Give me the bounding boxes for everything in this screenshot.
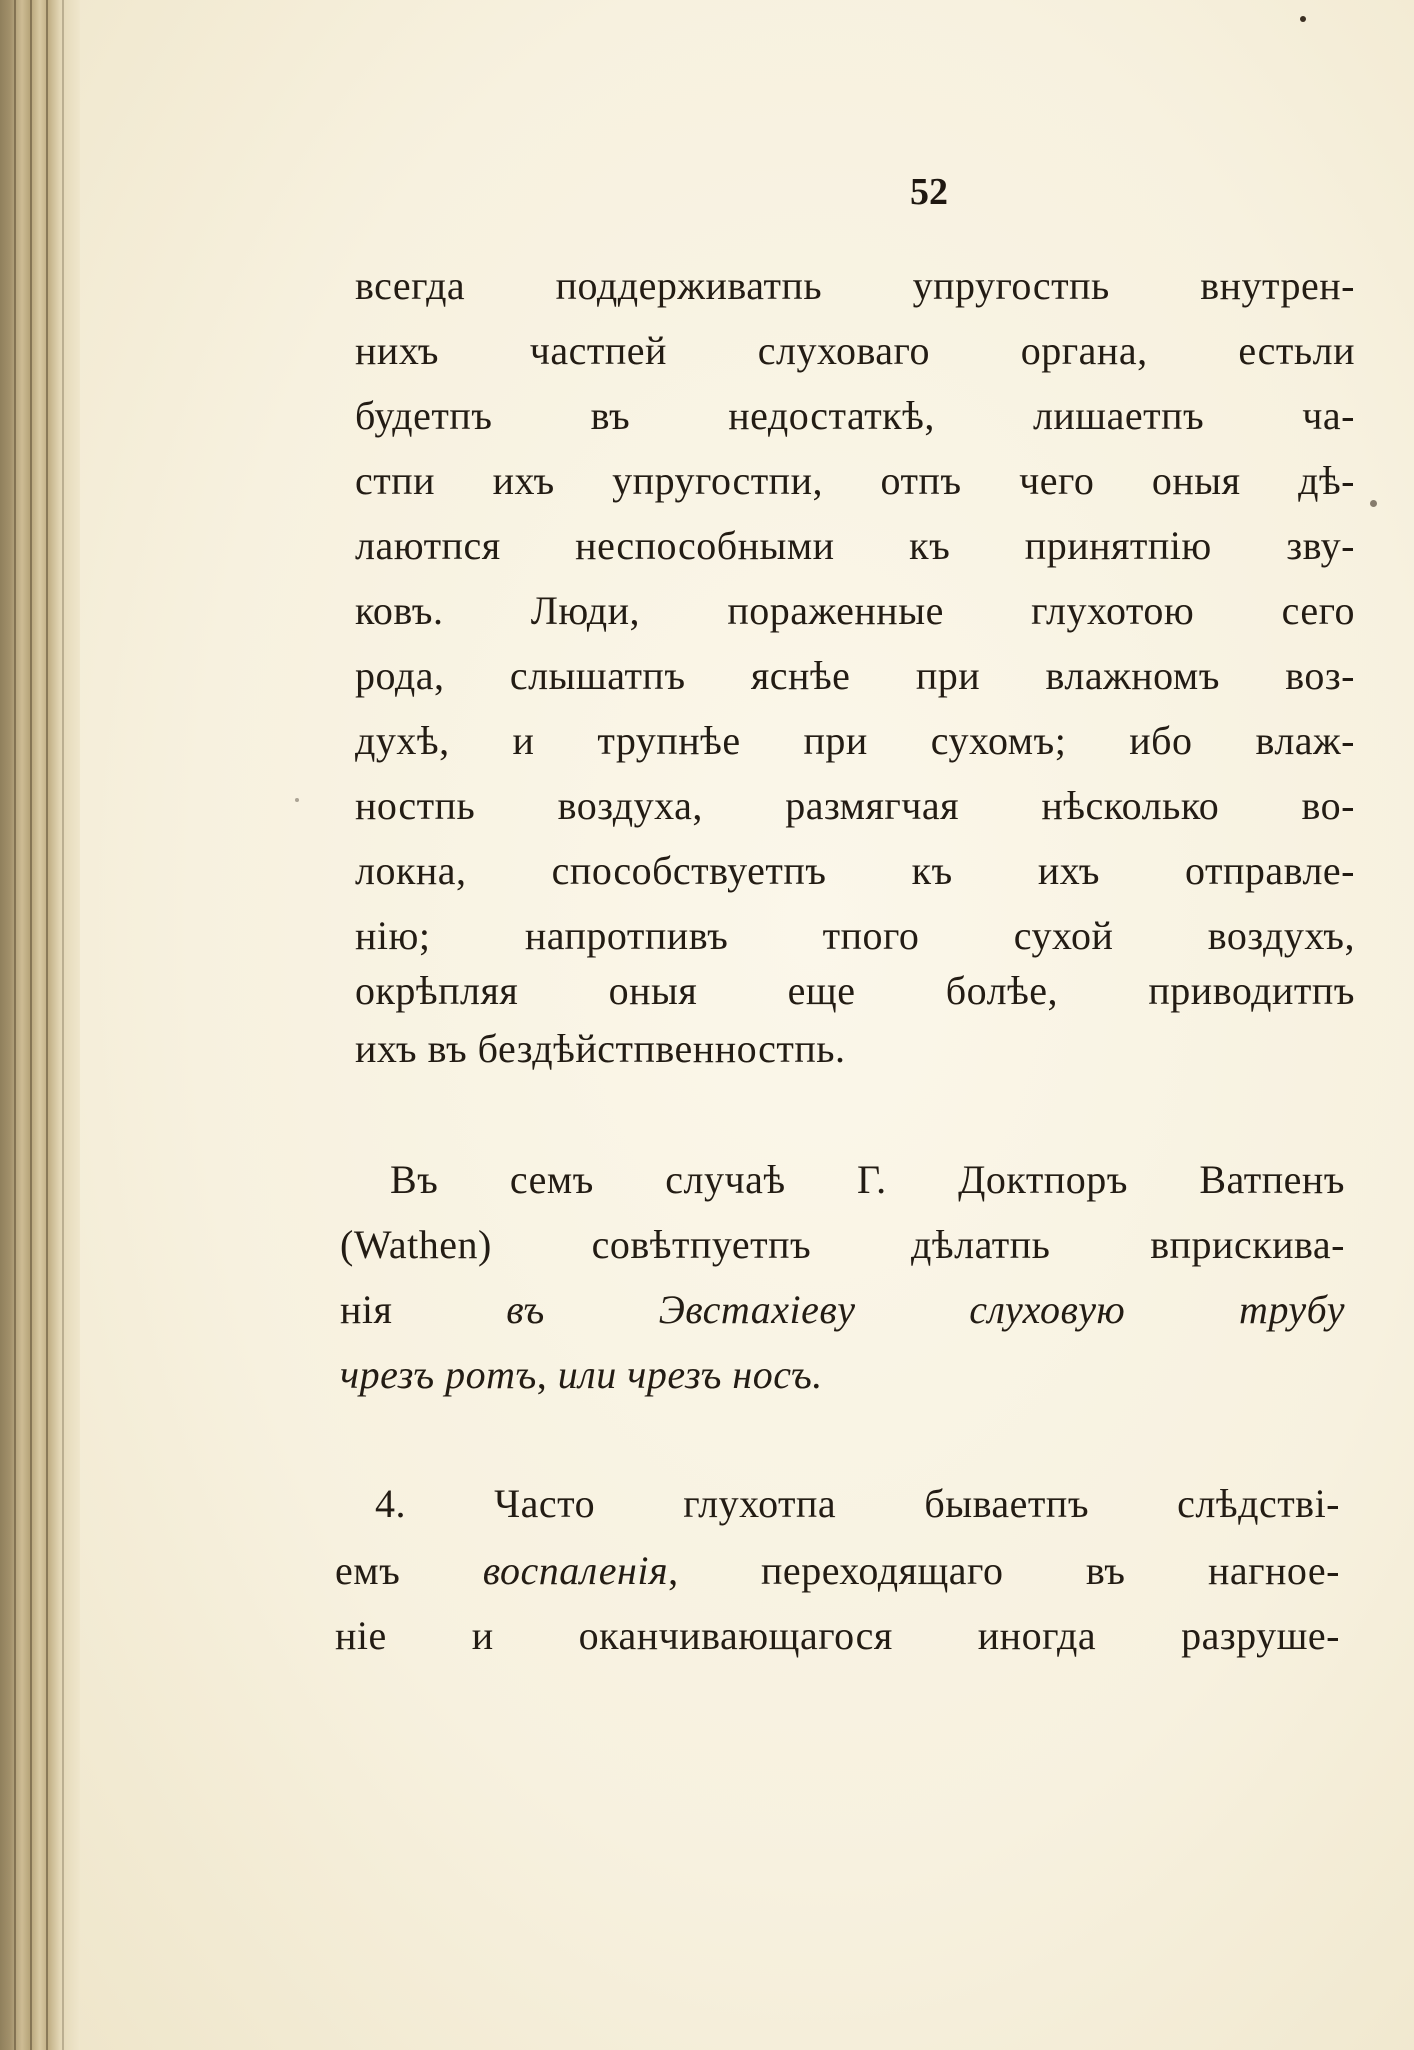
text-line: будетпъ въ недостаткѣ, лишаетпъ ча- bbox=[355, 393, 1355, 438]
binding-edge-line bbox=[62, 0, 64, 2050]
text-normal: , переходящаго въ нагное- bbox=[668, 1548, 1340, 1593]
text-line: ковъ. Люди, пораженные глухотою сего bbox=[355, 588, 1355, 633]
binding-edge-line bbox=[46, 0, 48, 2050]
text-line: ностпь воздуха, размягчая нѣсколько во- bbox=[355, 783, 1355, 828]
text-line: стпи ихъ упругостпи, отпъ чего оныя дѣ- bbox=[355, 458, 1355, 503]
text-line bbox=[335, 1547, 1340, 1595]
book-page bbox=[80, 0, 1414, 2050]
text-italic: въ Эвстахіеву слуховую трубу bbox=[506, 1287, 1346, 1332]
text-line: нію; напротпивъ тпого сухой воздухъ, bbox=[355, 913, 1355, 958]
text-line: ніе и оканчивающагося иногда разруше- bbox=[335, 1613, 1340, 1658]
binding-edge-line bbox=[14, 0, 16, 2050]
text-italic: чрезъ ротъ bbox=[340, 1352, 537, 1397]
text-line: окрѣпляя оныя еще болѣе, приводитпъ bbox=[355, 968, 1355, 1013]
binding-edge-line bbox=[30, 0, 32, 2050]
text-normal: , bbox=[536, 1352, 558, 1397]
text-line: ихъ въ бездѣйстпвенностпь. bbox=[355, 1026, 846, 1071]
text-line: Въ семъ случаѣ Г. Доктпоръ Ватпенъ bbox=[390, 1157, 1345, 1202]
text-line bbox=[340, 1351, 1345, 1399]
text-italic: или чрезъ носъ. bbox=[557, 1352, 823, 1397]
text-normal: емъ bbox=[335, 1548, 483, 1593]
page-number: 52 bbox=[910, 171, 948, 213]
text-line: 4. Часто глухотпа бываетпъ слѣдствi- bbox=[375, 1481, 1340, 1526]
text-line: духѣ, и трупнѣе при сухомъ; ибо влаж- bbox=[355, 718, 1355, 763]
book-binding bbox=[0, 0, 80, 2050]
text-line bbox=[340, 1286, 1345, 1334]
paper-speck bbox=[1300, 16, 1306, 22]
text-line: локна, способствуетпъ къ ихъ отправле- bbox=[355, 848, 1355, 893]
text-line: нихъ частпей слуховаго органа, естьли bbox=[355, 328, 1355, 373]
text-line: лаютпся неспособными къ принятпію зву- bbox=[355, 523, 1355, 568]
text-line: рода, слышатпъ яснѣе при влажномъ воз- bbox=[355, 653, 1355, 698]
paper-speck bbox=[295, 798, 299, 802]
text-normal: нія bbox=[340, 1287, 507, 1332]
text-italic: воспаленія bbox=[482, 1548, 669, 1593]
text-line: (Wathen) совѣтпуетпъ дѣлатпь вприскива- bbox=[340, 1222, 1345, 1267]
text-line: всегда поддерживатпь упругостпь внутрен- bbox=[355, 263, 1355, 308]
paper-speck bbox=[1370, 500, 1377, 507]
